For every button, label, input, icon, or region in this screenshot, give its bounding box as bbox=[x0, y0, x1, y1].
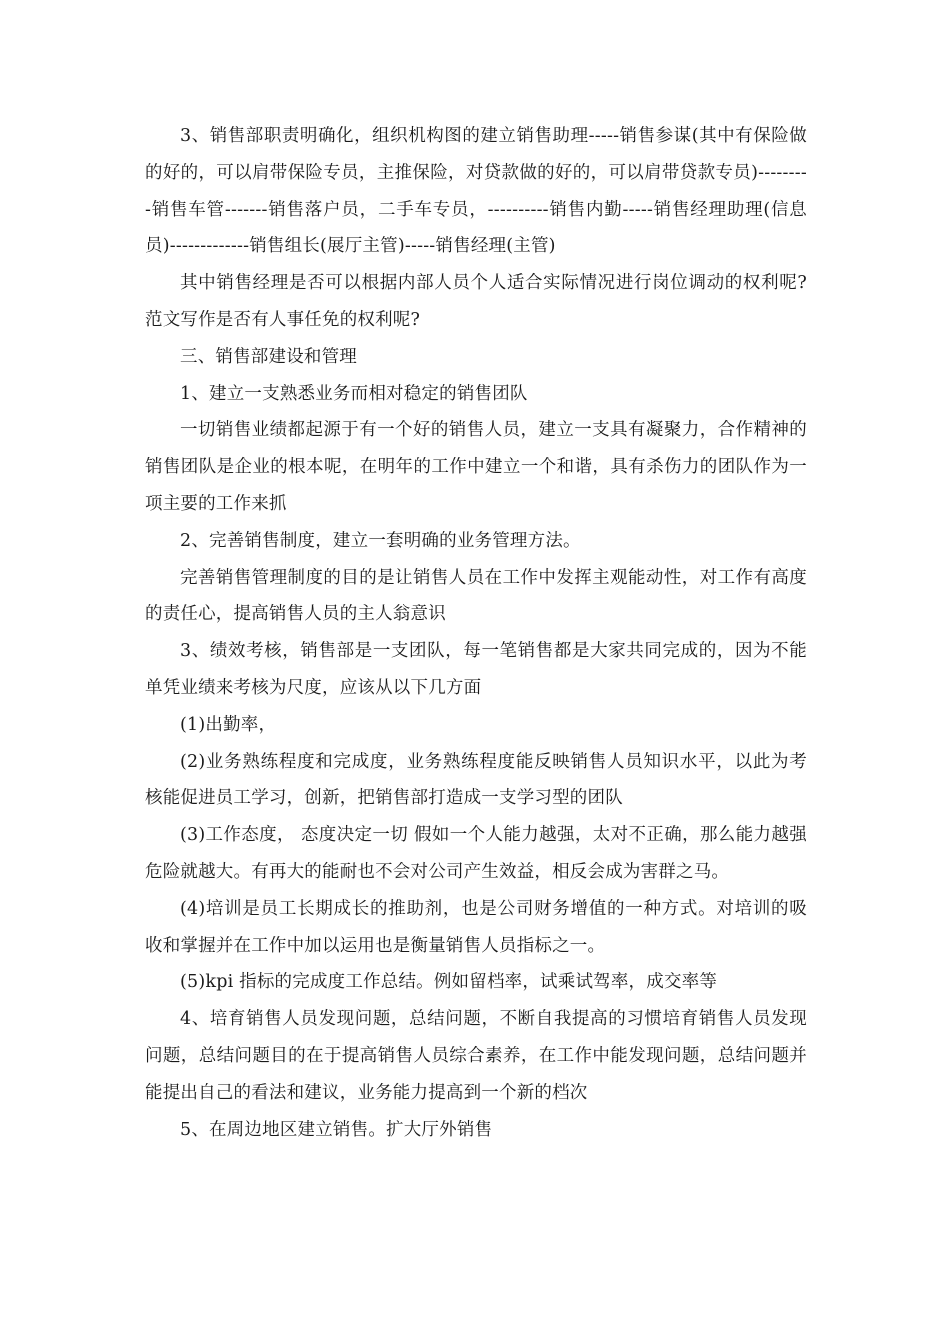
paragraph-item-2-body: 完善销售管理制度的目的是让销售人员在工作中发挥主观能动性，对工作有高度的责任心，提高销售人员的主人翁意识 bbox=[145, 567, 807, 625]
paragraph-item-1-body: 一切销售业绩都起源于有一个好的销售人员，建立一支具有凝聚力，合作精神的销售团队是企业的根本呢，在明年的工作中建立一个和谐，具有杀伤力的团队作为一项主要的工作来抓 bbox=[145, 420, 807, 514]
paragraph-sub-2: (2)业务熟练程度和完成度，业务熟练程度能反映销售人员知识水平，以此为考核能促进员工学习，创新，把销售部打造成一支学习型的团队 bbox=[145, 751, 807, 809]
paragraph-sub-4: (4)培训是员工长期成长的推助剂，也是公司财务增值的一种方式。对培训的吸收和掌握并在工作中加以运用也是衡量销售人员指标之一。 bbox=[145, 898, 807, 956]
paragraph-item-5: 5、在周边地区建立销售。扩大厅外销售 bbox=[180, 1119, 493, 1140]
document-body bbox=[145, 118, 807, 1148]
paragraph-org-structure: 3、销售部职责明确化，组织机构图的建立销售助理-----销售参谋(其中有保险做的好的，可以肩带保险专员，主推保险，对贷款做的好的，可以肩带贷款专员)---------销售车管-------销售落户员，二手车专员，----------销售内勤-----销售经理助理(信息员)-------------销售组长(展厅主管)-----销售经理(主管) bbox=[145, 126, 807, 257]
paragraph-sub-5: (5)kpi 指标的完成度工作总结。例如留档率，试乘试驾率，成交率等 bbox=[180, 972, 718, 993]
paragraph-item-2-heading: 2、完善销售制度，建立一套明确的业务管理方法。 bbox=[180, 530, 581, 551]
paragraph-item-1-heading: 1、建立一支熟悉业务而相对稳定的销售团队 bbox=[180, 383, 528, 404]
section-heading-sales-dept: 三、销售部建设和管理 bbox=[180, 346, 357, 367]
paragraph-sub-1: (1)出勤率， bbox=[180, 714, 277, 735]
paragraph-item-3-heading: 3、绩效考核，销售部是一支团队，每一笔销售都是大家共同完成的，因为不能单凭业绩来考核为尺度，应该从以下几方面 bbox=[145, 641, 807, 698]
paragraph-manager-authority: 其中销售经理是否可以根据内部人员个人适合实际情况进行岗位调动的权利呢?范文写作是否有人事任免的权利呢? bbox=[145, 273, 807, 330]
paragraph-item-4: 4、培育销售人员发现问题，总结问题，不断自我提高的习惯培育销售人员发现问题，总结问题目的在于提高销售人员综合素养，在工作中能发现问题，总结问题并能提出自己的看法和建议，业务能力提高到一个新的档次 bbox=[145, 1009, 807, 1103]
paragraph-sub-3: (3)工作态度， 态度决定一切 假如一个人能力越强，太对不正确，那么能力越强危险就越大。有再大的能耐也不会对公司产生效益，相反会成为害群之马。 bbox=[145, 825, 807, 882]
